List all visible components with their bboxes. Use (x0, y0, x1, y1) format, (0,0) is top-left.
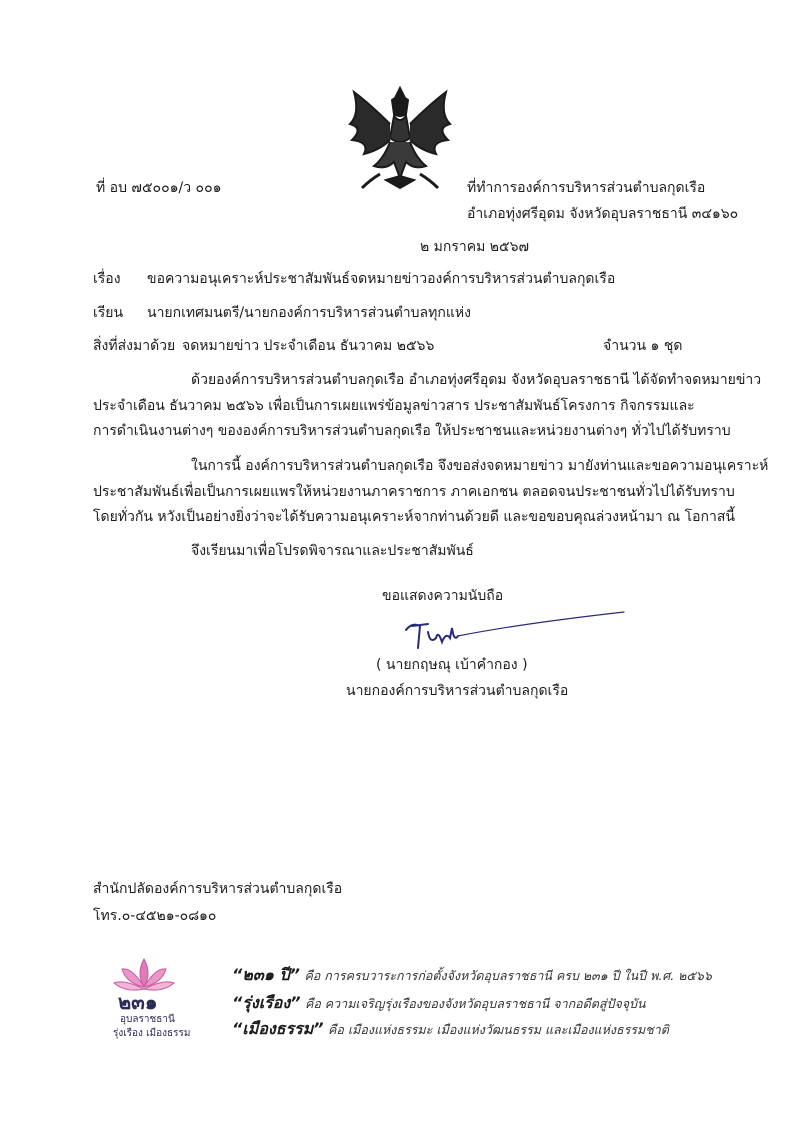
body-paragraph-1 (93, 368, 762, 445)
recipient-text: นายกเทศมนตรี/นายกองค์การบริหารส่วนตำบลทุกแห่ง (147, 305, 471, 321)
paragraph-line: ประจำเดือน ธันวาคม ๒๕๖๖ เพื่อเป็นการเผยแพร่ข้อมูลข่าวสาร ประชาสัมพันธ์โครงการ กิจกรรมและ (93, 397, 695, 414)
logo-slogan: รุ่งเรือง เมืองธรรม (113, 1028, 191, 1039)
motto-key: “รุ่งเรือง” (232, 993, 301, 1012)
signer-name: ( นายกฤษณุ เบ้าคำกอง ) (376, 657, 528, 673)
enclosure-text: จดหมายข่าว ประจำเดือน ธันวาคม ๒๕๖๖ (182, 338, 435, 354)
paragraph-line: การดำเนินงานต่างๆ ขององค์การบริหารส่วนตำบลกุดเรือ ให้ประชาชนและหน่วยงานต่างๆ ทั่วไปได้รับทราบ (93, 423, 731, 439)
motto-description: คือ เมืองแห่งธรรมะ เมืองแห่งวัฒนธรรม และเมืองแห่งธรรมชาติ (328, 1022, 669, 1037)
enclosure-label: สิ่งที่ส่งมาด้วย (93, 338, 176, 354)
motto-line (232, 1017, 669, 1042)
logo-number: ๒๓๑ (118, 990, 158, 1014)
paragraph-line: โดยทั่วกัน หวังเป็นอย่างยิ่งว่าจะได้รับความอนุเคราะห์จากท่านด้วยดี และขอขอบคุณล่วงหน้ามา ณ โอกาสนี้ (93, 509, 735, 525)
motto-key: “เมืองธรรม” (232, 1019, 324, 1038)
motto-description: คือ ความเจริญรุ่งเรืองของจังหวัดอุบลราชธานี จากอดีตสู่ปัจจุบัน (304, 996, 646, 1011)
office-address-line1: ที่ทำการองค์การบริหารส่วนตำบลกุดเรือ (467, 180, 706, 196)
motto-line (232, 991, 646, 1016)
paragraph-line: ในการนี้ องค์การบริหารส่วนตำบลกุดเรือ จึงขอส่งจดหมายข่าว มายังท่านและขอความอนุเคราะห์ (191, 458, 769, 474)
body-paragraph-2 (93, 454, 769, 531)
closing-request: จึงเรียนมาเพื่อโปรดพิจารณาและประชาสัมพันธ์ (191, 543, 474, 559)
paragraph-line: ประชาสัมพันธ์เพื่อเป็นการเผยแพรให้หน่วยงานภาคราชการ ภาคเอกชน ตลอดจนประชาชนทั่วไปได้รับทราบ (93, 483, 735, 500)
office-address-line2: อำเภอทุ่งศรีอุดม จังหวัดอุบลราชธานี ๓๔๑๖๐ (467, 206, 739, 222)
paragraph-line: ด้วยองค์การบริหารส่วนตำบลกุดเรือ อำเภอทุ่งศรีอุดม จังหวัดอุบลราชธานี ได้จัดทำจดหมายข่าว (191, 372, 762, 388)
signer-title: นายกองค์การบริหารส่วนตำบลกุดเรือ (346, 683, 569, 699)
salutation: ขอแสดงความนับถือ (382, 588, 504, 604)
garuda-emblem-icon (340, 84, 460, 194)
motto-line (232, 963, 712, 988)
footer-phone: โทร.๐-๔๕๒๑-๐๘๑๐ (93, 908, 217, 924)
motto-key: “๒๓๑ ปี” (232, 965, 300, 984)
motto-description: คือ การครบวาระการก่อตั้งจังหวัดอุบลราชธานี ครบ ๒๓๑ ปี ในปี พ.ศ. ๒๕๖๖ (304, 968, 712, 983)
footer-department: สำนักปลัดองค์การบริหารส่วนตำบลกุดเรือ (93, 881, 343, 897)
document-date: ๒ มกราคม ๒๕๖๗ (420, 239, 530, 255)
document-number: ที่ อบ ๗๕๐๐๑/ว ๐๐๑ (96, 180, 222, 196)
recipient-label: เรียน (93, 305, 124, 321)
enclosure-quantity: จำนวน ๑ ชุด (603, 338, 683, 354)
subject-label: เรื่อง (93, 271, 121, 287)
subject-text: ขอความอนุเคราะห์ประชาสัมพันธ์จดหมายข่าวองค์การบริหารส่วนตำบลกุดเรือ (147, 271, 616, 287)
signature-icon (398, 608, 628, 658)
logo-province: อุบลราชธานี (120, 1014, 175, 1025)
